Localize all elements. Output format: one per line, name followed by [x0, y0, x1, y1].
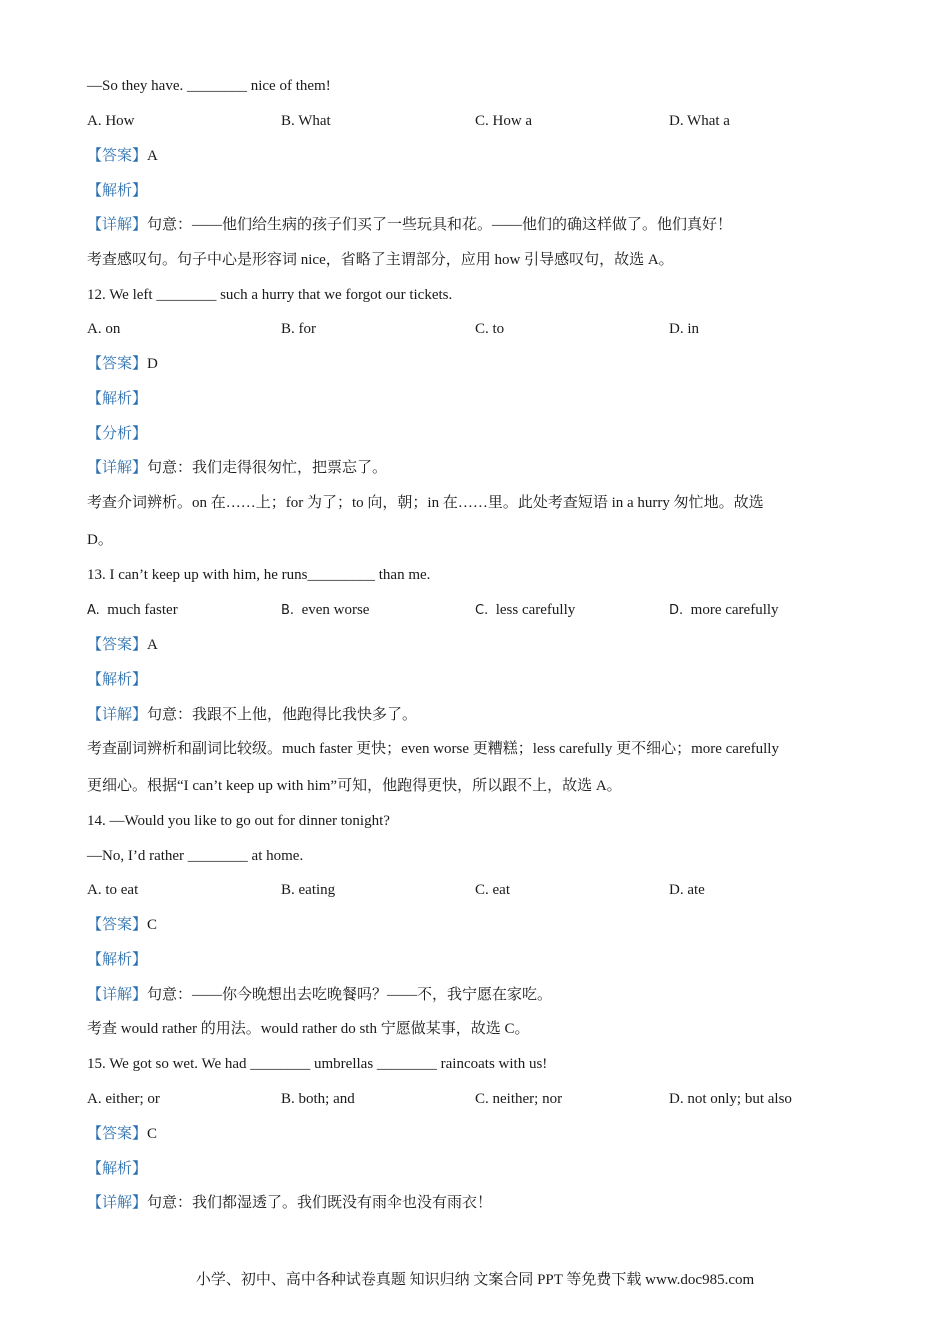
- detail-line: [87, 458, 387, 478]
- option-b: B. both; and: [281, 1091, 355, 1107]
- detail-label: 【详解】: [87, 987, 148, 1003]
- option-b: B. What: [281, 113, 331, 129]
- detail-line: [87, 1193, 492, 1213]
- explanation-line: 考查副词辨析和副词比较级。much faster 更快；even worse 更糟糕；less carefully 更不细心；more carefully: [87, 741, 779, 757]
- detail-label: 【详解】: [87, 217, 148, 233]
- answer-value: A: [147, 637, 158, 653]
- option-b: B. eating: [281, 882, 336, 898]
- answer-label: 【答案】: [87, 1126, 148, 1142]
- option-text: more carefully: [690, 602, 779, 618]
- answer-label: 【答案】: [87, 356, 148, 372]
- analysis-label: 【解析】: [87, 952, 148, 968]
- answer-value: C: [147, 1126, 158, 1142]
- detail-text: 句意：我们走得很匆忙，把票忘了。: [147, 460, 388, 476]
- option-text: less carefully: [495, 602, 576, 618]
- option-a: A. to eat: [87, 882, 139, 898]
- question-14: 14. —Would you like to go out for dinner tonight?: [87, 813, 390, 829]
- answer-value: A: [147, 148, 158, 164]
- option-c: C. How a: [475, 113, 533, 129]
- option-text: much faster: [107, 602, 178, 618]
- answer-label: 【答案】: [87, 637, 148, 653]
- option-d: D. in: [669, 321, 699, 337]
- option-d: D. ate: [669, 882, 705, 898]
- option-d: D. What a: [669, 113, 730, 129]
- detail-line: [87, 705, 417, 725]
- answer-line: [87, 1124, 157, 1144]
- question-12: 12. We left ________ such a hurry that we forgot our tickets.: [87, 287, 453, 303]
- detail-text: 句意：——他们给生病的孩子们买了一些玩具和花。——他们的确这样做了。他们真好！: [147, 217, 733, 233]
- explanation-line: D。: [87, 532, 113, 548]
- page-footer: 小学、初中、高中各种试卷真题 知识归纳 文案合同 PPT 等免费下载 www.doc985.com: [195, 1272, 755, 1288]
- question-line: —So they have. ________ nice of them!: [87, 78, 331, 94]
- option-c: C. neither; nor: [475, 1091, 563, 1107]
- analysis-label: 【解析】: [87, 672, 148, 688]
- option-letter: C.: [475, 603, 489, 618]
- explanation-line: 考查介词辨析。on 在……上；for 为了；to 向，朝；in 在……里。此处考查短语 in a hurry 匆忙地。故选: [87, 495, 764, 511]
- explanation-line: 考查感叹句。句子中心是形容词 nice，省略了主谓部分，应用 how 引导感叹句，故选 A。: [87, 252, 674, 268]
- option-a: A. How: [87, 113, 135, 129]
- question-15: 15. We got so wet. We had ________ umbrellas ________ raincoats with us!: [87, 1056, 548, 1072]
- answer-line: [87, 354, 158, 374]
- detail-text: 句意：我跟不上他，他跑得比我快多了。: [147, 707, 418, 723]
- detail-text: 句意：我们都湿透了。我们既没有雨伞也没有雨衣！: [147, 1195, 493, 1211]
- detail-label: 【详解】: [87, 707, 148, 723]
- explanation-line: 考查 would rather 的用法。would rather do sth 宁愿做某事，故选 C。: [87, 1021, 530, 1037]
- detail-line: [87, 215, 732, 235]
- answer-label: 【答案】: [87, 917, 148, 933]
- option-d: [669, 600, 779, 620]
- option-letter: B.: [281, 603, 295, 618]
- explanation-line: 更细心。根据“I can’t keep up with him”可知，他跑得更快，所以跟不上，故选 A。: [87, 778, 622, 794]
- answer-line: [87, 146, 158, 166]
- option-b: [281, 600, 369, 620]
- option-c: [475, 600, 575, 620]
- answer-value: C: [147, 917, 158, 933]
- option-c: C. to: [475, 321, 505, 337]
- analysis-label: 【解析】: [87, 183, 148, 199]
- option-letter: D.: [669, 603, 684, 618]
- option-a: A. either; or: [87, 1091, 160, 1107]
- answer-line: [87, 915, 157, 935]
- detail-label: 【详解】: [87, 1195, 148, 1211]
- analysis-label: 【解析】: [87, 391, 148, 407]
- option-c: C. eat: [475, 882, 510, 898]
- option-d: D. not only; but also: [669, 1091, 792, 1107]
- question-13: 13. I can’t keep up with him, he runs_________ than me.: [87, 567, 431, 583]
- detail-label: 【详解】: [87, 460, 148, 476]
- answer-line: [87, 635, 158, 655]
- answer-label: 【答案】: [87, 148, 148, 164]
- answer-value: D: [147, 356, 158, 372]
- fenxi-label: 【分析】: [87, 426, 148, 442]
- analysis-label: 【解析】: [87, 1161, 148, 1177]
- option-letter: A.: [87, 603, 100, 618]
- detail-text: 句意：——你今晚想出去吃晚餐吗？——不，我宁愿在家吃。: [147, 987, 553, 1003]
- option-a: A. on: [87, 321, 121, 337]
- detail-line: [87, 985, 552, 1005]
- option-b: B. for: [281, 321, 316, 337]
- option-text: even worse: [301, 602, 370, 618]
- option-a: [87, 600, 178, 620]
- question-14-reply: —No, I’d rather ________ at home.: [87, 848, 304, 864]
